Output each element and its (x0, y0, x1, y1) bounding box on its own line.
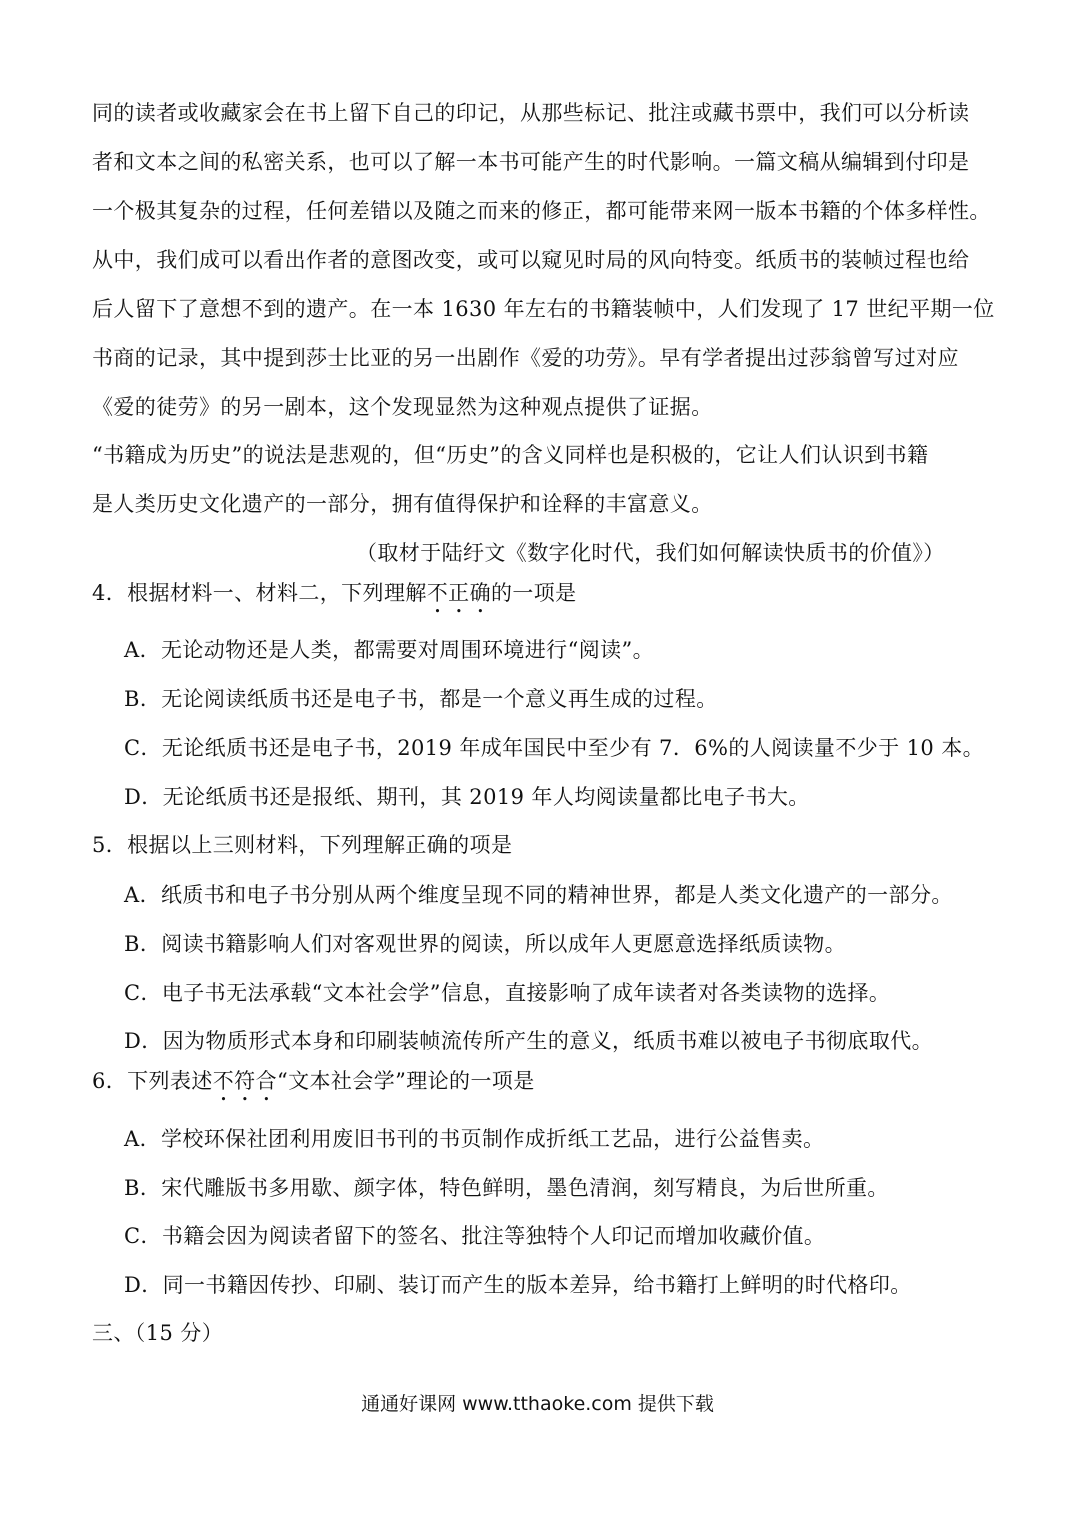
page-footer: 通通好课网 www.tthaoke.com 提供下载 (361, 1393, 714, 1415)
option-d: D．同一书籍因传抄、印刷、装订而产生的版本差异，给书籍打上鲜明的时代格印。 (124, 1273, 912, 1297)
question-stem-text: 的一项是 (490, 581, 577, 605)
question-stem-text: “文本社会学”理论的一项是 (276, 1069, 535, 1093)
option-a: A．无论动物还是人类，都需要对周围环境进行“阅读”。 (124, 638, 655, 662)
option-d: D．无论纸质书还是报纸、期刊，其 2019 年人均阅读量都比电子书大。 (124, 785, 810, 809)
question-4-stem (92, 578, 577, 618)
option-a: A．纸质书和电子书分别从两个维度呈现不同的精神世界，都是人类文化遗产的一部分。 (124, 883, 953, 907)
question-5-stem: 5．根据以上三则材料，下列理解正确的项是 (92, 833, 513, 857)
option-c: C．电子书无法承载“文本社会学”信息，直接影响了成年读者对各类读物的选择。 (124, 981, 891, 1005)
option-d: D．因为物质形式本身和印刷装帧流传所产生的意义，纸质书难以被电子书彻底取代。 (124, 1029, 934, 1053)
question-stem-text: 6．下列表述 (92, 1069, 213, 1093)
passage-line: 《爱的徒劳》的另一剧本，这个发现显然为这种观点提供了证据。 (92, 395, 713, 419)
passage-line: 书商的记录，其中提到莎士比亚的另一出剧作《爱的功劳》。早有学者提出过莎翁曾写过对应 (92, 346, 959, 370)
option-c: C．无论纸质书还是电子书，2019 年成年国民中至少有 7．6%的人阅读量不少于 10 本。 (124, 736, 985, 760)
passage-line: 一个极其复杂的过程，任何差错以及随之而来的修正，都可能带来网一版本书籍的个体多样性。 (92, 199, 991, 223)
option-c: C．书籍会因为阅读者留下的签名、批注等独特个人印记而增加收藏价值。 (124, 1224, 826, 1248)
emphasis-text: 不正确 (426, 581, 491, 605)
passage-line: 者和文本之间的私密关系，也可以了解一本书可能产生的时代影响。一篇文稿从编辑到付印是 (92, 150, 970, 174)
passage-line: 从中，我们成可以看出作者的意图改变，或可以窥见时局的风向特变。纸质书的装帧过程也给 (92, 248, 970, 272)
passage-line: 同的读者或收藏家会在书上留下自己的印记，从那些标记、批注或藏书票中，我们可以分析读 (92, 101, 970, 125)
option-b: B．阅读书籍影响人们对客观世界的阅读，所以成年人更愿意选择纸质读物。 (124, 932, 847, 956)
emphasis-text: 不符合 (212, 1069, 277, 1093)
source-citation: （取材于陆纡文《数字化时代，我们如何解读快质书的价值》） (356, 541, 945, 565)
passage-line: 后人留下了意想不到的遗产。在一本 1630 年左右的书籍装帧中，人们发现了 17 世纪平期一位 (92, 297, 995, 321)
passage-line: “书籍成为历史”的说法是悲观的，但“历史”的含义同样也是积极的，它让人们认识到书籍 (92, 443, 929, 467)
option-b: B．宋代雕版书多用歇、颜字体，特色鲜明，墨色清润，刻写精良，为后世所重。 (124, 1176, 889, 1200)
question-stem-text: 4．根据材料一、材料二，下列理解 (92, 581, 427, 605)
passage-line: 是人类历史文化遗产的一部分，拥有值得保护和诠释的丰富意义。 (92, 492, 713, 516)
question-6-stem (92, 1066, 535, 1106)
option-b: B．无论阅读纸质书还是电子书，都是一个意义再生成的过程。 (124, 687, 718, 711)
section-heading: 三、（15 分） (92, 1321, 224, 1345)
option-a: A．学校环保社团利用废旧书刊的书页制作成折纸工艺品，进行公益售卖。 (124, 1127, 825, 1151)
